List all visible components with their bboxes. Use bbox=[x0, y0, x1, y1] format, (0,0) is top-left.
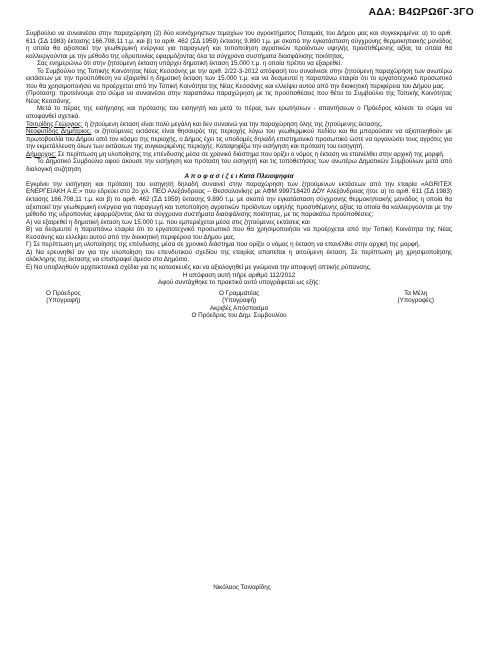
speaker-text: οι ζητούμενες εκτάσεις είναι θησαυρός της περιοχής λόγω του γεωθερμικού πεδίου και θα μπορούσαν να αξιοποιηθούν με πρωτοβουλία του Δήμου από τον κόσμο της περιοχής, ο Δήμος έχει τις υποδομές δηλαδή επιστημονικό προσωπικό ώστε να οργανώσει τους αγρότες για την εκμετάλλευση όλων των εκτάσεων της συγκεκριμένης περιοχής. Καταψηφίζω την εισήγηση και πρόταση του εισηγητή. bbox=[26, 128, 452, 151]
decision-title: Α π ο φ α σ ί ζ ε ι Κατά Πλειοψηφία bbox=[184, 173, 294, 181]
ada-code: ΑΔΑ: Β4ΩΡΩ6Γ-3ΓΟ bbox=[368, 6, 474, 18]
signed-line: Αφού συντάχθηκε το πρακτικό αυτό υπογράφεται ως εξής: bbox=[157, 279, 321, 287]
signature-role: Τα Μέλη bbox=[404, 289, 428, 297]
signature-secretary bbox=[219, 290, 259, 305]
decision-number: Η απόφαση αυτή πήρε αριθμό 112/2012 bbox=[182, 271, 296, 279]
decision-condition-a: Α) να εξαιρεθεί η δημοτική έκταση των 15.000 τ.μ. που εμπεριέχεται μέσα στις ζητούμενες εκτάσεις και bbox=[26, 218, 310, 226]
paragraph-tsitiridis bbox=[26, 121, 452, 129]
signature-note: (Υπογραφές) bbox=[397, 297, 434, 305]
speaker-name: Νεοφυτίδης Δημήτριος: bbox=[26, 128, 92, 136]
decision-condition-c: Γ) Σε περίπτωση μη υλοποίησης της επένδυσης μέσα σε χρονικό διάστημα που ορίζει ο νόμος η έκταση να επανέλθει στην αρχική της μορφή. bbox=[26, 241, 421, 249]
signature-row bbox=[26, 290, 452, 305]
paragraph-neofytidis bbox=[26, 128, 452, 151]
signature-president bbox=[46, 290, 81, 305]
speaker-text: Σε περίπτωση μη υλοποίησης της επένδυσης μέσα σε χρονικό διάστημα που ορίζει ο νόμος η έκταση να επανέλθει στην αρχική της μορφή. bbox=[55, 150, 445, 158]
speaker-name: Δήμαρχος: bbox=[26, 150, 56, 158]
council-president-line: Ο Πρόεδρος του Δημ. Συμβουλίου bbox=[191, 312, 287, 320]
decision-condition-e: Ε) Να υποβληθούν αρχιτεκτονικά σχέδια για τις κατασκευές και να αξιολογηθεί με γνώμονα την αποφυγή οπτικής ρύπανσης. bbox=[26, 263, 372, 271]
signature-members bbox=[398, 290, 434, 305]
paragraph-council: Το Δημοτικό Συμβούλιο αφού άκουσε την εισήγηση και πρόταση του εισηγητή και τις τοποθετήσεις των ανωτέρω Δημοτικών Συμβούλων μετά από διαλογική συζήτηση bbox=[26, 158, 452, 173]
signature-note: (Υπογραφή) bbox=[46, 297, 81, 305]
signature-role: Ο Γραμματέας bbox=[219, 289, 260, 297]
signature-note: (Υπογραφή) bbox=[222, 297, 257, 305]
paragraph-proposal: (Πρόταση): προτείνουμε στο σώμα να συναινέσει στην παραπάνω παραχώρηση με τις προϋποθέσεις που θέτει το Συμβούλιο της Τοπικής Κοινότητας Νέας Κεσσάνης. bbox=[26, 90, 452, 105]
decision-condition-d: Δ) Να ερευνηθεί αν για την υλοποίηση του επενδυτικού σχεδίου της εταιρίας απαιτείται η αιτούμενη έκταση. Σε περίπτωση μη χρησιμοποίησης ολόκληρης της έκτασης να επιστραφεί άμεσα στο Δημόσιο. bbox=[26, 248, 452, 264]
paragraph-intro: Συμβούλιο να συναινέσει στην παραχώρηση (2) δύο κοινόχρηστων τεμαχίων του αγροκτήματος Ποταμιάς του Δήμου μας και συγκεκριμένα: α) το αριθ. 611 (ΣΔ 1983) έκτασης 166.708,11 τ.μ. και β) το αριθ. 462 (ΣΔ 1959) έκτασης 9.890 τ.μ. με σκοπό την εγκατάσταση σύγχρονης θερμοκηπιακής μονάδος η οποία θα αξιοποιεί την γεωθερμική ενέργεια για παραγωγή και τυποποίηση αγροτικών προϊόντων υψηλής προστιθέμενης αξίας τα οποία θα καλλιεργούνται με την μέθοδο της υδροπονίας εφαρμόζοντας όλα τα σύγχρονα συστήματα διασφάλισης ποιότητας. bbox=[26, 30, 452, 60]
speaker-name: Τσιτιρίδης Γεώργιος: bbox=[26, 120, 83, 128]
speaker-text: ή ζητούμενη έκταση είναι πολύ μεγάλη και δεν συναινώ για την παραχώρηση όλης της ζητούμενης έκτασης. bbox=[82, 120, 383, 128]
decision-approval: Εγκρίνει την εισήγηση και πρόταση του εισηγητή δηλαδή συναινεί στην παραχώρηση των ζητούμενων εκτάσεων από την εταιρία «AGRITEX ΕΝΕΡΓΕΙΑΚΗ Α.Ε.» που εδρεύει στο 2ο χιλ. ΠΕΟ Αλεξάνδρειας – Θεσσαλονίκης με ΑΦΜ 999718420 ΔΟΥ Αλεξάνδρειας ήτοι: α) το αριθ. 611 (ΣΔ 1983) έκτασης 166.708,11 τ.μ. και β) το αριθ. 462 (ΣΔ 1959) έκτασης 9.890 τ.μ. με σκοπό την εγκατάσταση σύγχρονης θερμοκηπιακής μονάδος η οποία θα αξιοποιεί την γεωθερμική ενέργεια για παραγωγή και τυποποίηση αγροτικών προϊόντων υψηλής προστιθέμενης αξίας τα οποία θα καλλιεργούνται με την μέθοδο της υδροπονίας εφαρμόζοντας όλα τα σύγχρονα συστήματα διασφάλισης ποιότητας, με τις παρακάτω προϋποθέσεις: bbox=[26, 180, 452, 219]
document-body bbox=[26, 30, 452, 320]
decision-condition-b: Β) να δεσμευτεί η παραπάνω εταιρία ότι το εργατοτεχνικό προσωπικό που θα χρησιμοποιήσει να προέρχεται από την Τοπική Κοινότητα της Νέας Κεσσάνης και ελλείψει αυτού από την διοικητική περιφέρεια του Δήμου μας. bbox=[26, 226, 452, 241]
paragraph-discussion: Μετά το πέρας της εισήγησης και πρότασης του εισηγητή και μετά το πέρας των ερωτήσεων - απαντήσεων ο Πρόεδρος κάλεσε το σώμα να αποφανθεί σχετικά. bbox=[26, 105, 452, 121]
signer-name: Νικόλαος Τσιναρίδης bbox=[213, 584, 271, 591]
paragraph-municipal-area: Σας ενημερώνω ότι στην ζητούμενη έκταση υπάρχει δημοτική έκταση 15.000 τ.μ. η οποία πρέπει να εξαιρεθεί. bbox=[37, 60, 342, 68]
paragraph-community-decision: Το Συμβούλιο της Τοπικής Κοινότητας Νέας Κεσσάνης με την αριθ. 2/22-3-2012 απόφασή του συναίνεσε στην ζητούμενη παραχώρηση των ανωτέρω εκτάσεων με την προϋπόθεση να εξαιρεθεί η δημοτική έκταση των 15.000 τ.μ. και να δεσμευτεί η παραπάνω εταιρία ότι το εργατοτεχνικό προσωπικό που θα χρησιμοποιήσει να προέρχεται από την Τοπική Κοινότητα της Νέας Κεσσάνης και ελλείψει αυτού από την διοικητική περιφέρεια του Δήμου μας. bbox=[26, 67, 452, 90]
signature-role: Ο Πρόεδρος bbox=[46, 289, 81, 297]
copy-line: Ακριβές Απόσπασμα bbox=[209, 304, 269, 312]
